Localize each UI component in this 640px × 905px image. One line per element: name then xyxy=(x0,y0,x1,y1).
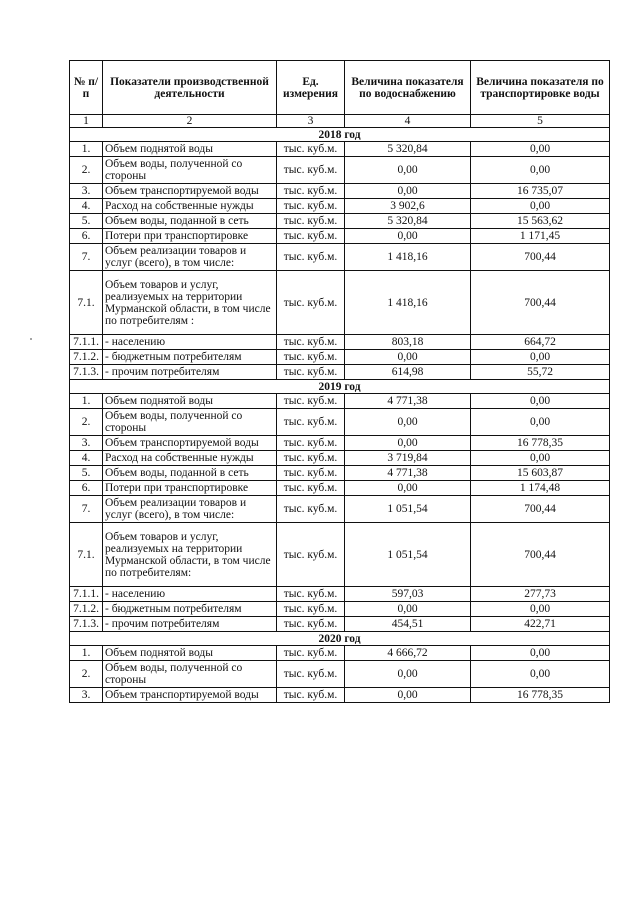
row-number: 7.1.1. xyxy=(70,587,103,602)
row-number: 7.1. xyxy=(70,271,103,335)
table-row xyxy=(70,184,610,199)
unit-cell: тыс. куб.м. xyxy=(277,523,345,587)
indicator-name: - бюджетным потребителям xyxy=(103,602,277,617)
transport-value: 422,71 xyxy=(471,617,610,632)
table-row xyxy=(70,602,610,617)
water-supply-value: 0,00 xyxy=(345,184,471,199)
indicator-name: - прочим потребителям xyxy=(103,365,277,380)
table-row xyxy=(70,229,610,244)
row-number: 7.1.3. xyxy=(70,365,103,380)
table-row xyxy=(70,365,610,380)
transport-value: 0,00 xyxy=(471,602,610,617)
unit-cell: тыс. куб.м. xyxy=(277,661,345,688)
unit-cell: тыс. куб.м. xyxy=(277,229,345,244)
row-number: 2. xyxy=(70,661,103,688)
header-row xyxy=(70,61,610,115)
column-number: 3 xyxy=(277,115,345,128)
row-number: 5. xyxy=(70,466,103,481)
unit-cell: тыс. куб.м. xyxy=(277,365,345,380)
transport-value: 700,44 xyxy=(471,271,610,335)
unit-cell: тыс. куб.м. xyxy=(277,436,345,451)
table-row xyxy=(70,617,610,632)
table-body xyxy=(70,128,610,703)
unit-cell: тыс. куб.м. xyxy=(277,587,345,602)
table-row xyxy=(70,451,610,466)
water-supply-value: 1 418,16 xyxy=(345,244,471,271)
row-number: 1. xyxy=(70,394,103,409)
indicator-name: Объем реализации товаров и услуг (всего), в том числе: xyxy=(103,496,277,523)
water-supply-value: 0,00 xyxy=(345,409,471,436)
unit-cell: тыс. куб.м. xyxy=(277,199,345,214)
row-number: 5. xyxy=(70,214,103,229)
unit-cell: тыс. куб.м. xyxy=(277,184,345,199)
row-number: 3. xyxy=(70,688,103,703)
water-supply-value: 5 320,84 xyxy=(345,214,471,229)
transport-value: 0,00 xyxy=(471,409,610,436)
water-supply-value: 614,98 xyxy=(345,365,471,380)
unit-cell: тыс. куб.м. xyxy=(277,646,345,661)
row-number: 2. xyxy=(70,409,103,436)
table-row xyxy=(70,496,610,523)
transport-value: 0,00 xyxy=(471,157,610,184)
water-supply-value: 0,00 xyxy=(345,229,471,244)
indicator-name: Объем воды, полученной со стороны xyxy=(103,157,277,184)
water-supply-value: 0,00 xyxy=(345,481,471,496)
row-number: 7. xyxy=(70,496,103,523)
table-row xyxy=(70,244,610,271)
table-row xyxy=(70,271,610,335)
row-number: 2. xyxy=(70,157,103,184)
column-number: 4 xyxy=(345,115,471,128)
table-row xyxy=(70,157,610,184)
row-number: 7.1.2. xyxy=(70,350,103,365)
unit-cell: тыс. куб.м. xyxy=(277,157,345,184)
water-supply-value: 4 771,38 xyxy=(345,466,471,481)
table-row xyxy=(70,523,610,587)
water-supply-value: 3 902,6 xyxy=(345,199,471,214)
header-number: № п/п xyxy=(70,61,103,115)
table-row xyxy=(70,214,610,229)
transport-value: 664,72 xyxy=(471,335,610,350)
unit-cell: тыс. куб.м. xyxy=(277,394,345,409)
indicator-name: Объем поднятой воды xyxy=(103,142,277,157)
indicator-name: - бюджетным потребителям xyxy=(103,350,277,365)
transport-value: 0,00 xyxy=(471,394,610,409)
water-supply-value: 454,51 xyxy=(345,617,471,632)
unit-cell: тыс. куб.м. xyxy=(277,688,345,703)
transport-value: 15 603,87 xyxy=(471,466,610,481)
transport-value: 16 735,07 xyxy=(471,184,610,199)
transport-value: 16 778,35 xyxy=(471,436,610,451)
water-supply-value: 0,00 xyxy=(345,688,471,703)
indicator-name: Объем воды, поданной в сеть xyxy=(103,466,277,481)
transport-value: 15 563,62 xyxy=(471,214,610,229)
water-indicators-table xyxy=(69,60,610,703)
table-row xyxy=(70,481,610,496)
indicator-name: Объем поднятой воды xyxy=(103,646,277,661)
indicator-name: - населению xyxy=(103,335,277,350)
table-row xyxy=(70,436,610,451)
table-row xyxy=(70,688,610,703)
unit-cell: тыс. куб.м. xyxy=(277,244,345,271)
transport-value: 277,73 xyxy=(471,587,610,602)
indicator-name: - прочим потребителям xyxy=(103,617,277,632)
transport-value: 700,44 xyxy=(471,496,610,523)
row-number: 7.1.2. xyxy=(70,602,103,617)
indicator-name: Потери при транспортировке xyxy=(103,481,277,496)
table-row xyxy=(70,199,610,214)
transport-value: 16 778,35 xyxy=(471,688,610,703)
water-supply-value: 1 418,16 xyxy=(345,271,471,335)
row-number: 4. xyxy=(70,451,103,466)
column-number: 5 xyxy=(471,115,610,128)
transport-value: 0,00 xyxy=(471,350,610,365)
row-number: 4. xyxy=(70,199,103,214)
indicator-name: Объем воды, поданной в сеть xyxy=(103,214,277,229)
water-supply-value: 597,03 xyxy=(345,587,471,602)
row-number: 3. xyxy=(70,184,103,199)
table-row xyxy=(70,394,610,409)
transport-value: 1 171,45 xyxy=(471,229,610,244)
transport-value: 0,00 xyxy=(471,646,610,661)
water-supply-value: 5 320,84 xyxy=(345,142,471,157)
water-supply-value: 4 666,72 xyxy=(345,646,471,661)
unit-cell: тыс. куб.м. xyxy=(277,496,345,523)
table-row xyxy=(70,335,610,350)
water-supply-value: 1 051,54 xyxy=(345,496,471,523)
scan-speck xyxy=(30,338,32,340)
unit-cell: тыс. куб.м. xyxy=(277,451,345,466)
header-transport: Величина показателя по транспортировке воды xyxy=(471,61,610,115)
table-row xyxy=(70,661,610,688)
year-row xyxy=(70,380,610,394)
transport-value: 0,00 xyxy=(471,142,610,157)
water-supply-value: 4 771,38 xyxy=(345,394,471,409)
unit-cell: тыс. куб.м. xyxy=(277,409,345,436)
unit-cell: тыс. куб.м. xyxy=(277,481,345,496)
unit-cell: тыс. куб.м. xyxy=(277,350,345,365)
row-number: 6. xyxy=(70,229,103,244)
indicator-name: Объем товаров и услуг, реализуемых на территории Мурманской области, в том числе по потребителям: xyxy=(103,523,277,587)
row-number: 1. xyxy=(70,646,103,661)
indicator-name: Объем воды, полученной со стороны xyxy=(103,661,277,688)
water-supply-value: 0,00 xyxy=(345,436,471,451)
water-supply-value: 803,18 xyxy=(345,335,471,350)
indicator-name: Потери при транспортировке xyxy=(103,229,277,244)
unit-cell: тыс. куб.м. xyxy=(277,214,345,229)
table-row xyxy=(70,587,610,602)
water-supply-value: 0,00 xyxy=(345,661,471,688)
indicator-name: Объем поднятой воды xyxy=(103,394,277,409)
water-supply-value: 3 719,84 xyxy=(345,451,471,466)
water-supply-value: 1 051,54 xyxy=(345,523,471,587)
year-label: 2018 год xyxy=(70,128,610,142)
year-label: 2020 год xyxy=(70,632,610,646)
unit-cell: тыс. куб.м. xyxy=(277,271,345,335)
year-row xyxy=(70,128,610,142)
row-number: 3. xyxy=(70,436,103,451)
column-number: 2 xyxy=(103,115,277,128)
indicator-name: Объем транспортируемой воды xyxy=(103,184,277,199)
transport-value: 1 174,48 xyxy=(471,481,610,496)
year-label: 2019 год xyxy=(70,380,610,394)
transport-value: 700,44 xyxy=(471,244,610,271)
row-number: 1. xyxy=(70,142,103,157)
header-indicator: Показатели производственной деятельности xyxy=(103,61,277,115)
indicator-name: Расход на собственные нужды xyxy=(103,199,277,214)
table-row xyxy=(70,350,610,365)
water-supply-value: 0,00 xyxy=(345,350,471,365)
water-supply-value: 0,00 xyxy=(345,602,471,617)
header-unit: Ед. измерения xyxy=(277,61,345,115)
column-number-row xyxy=(70,115,610,128)
table-row xyxy=(70,142,610,157)
table-row xyxy=(70,466,610,481)
indicator-name: Объем воды, полученной со стороны xyxy=(103,409,277,436)
indicator-name: Объем транспортируемой воды xyxy=(103,436,277,451)
indicator-name: Объем реализации товаров и услуг (всего), в том числе: xyxy=(103,244,277,271)
unit-cell: тыс. куб.м. xyxy=(277,602,345,617)
year-row xyxy=(70,632,610,646)
row-number: 7.1.3. xyxy=(70,617,103,632)
indicator-name: - населению xyxy=(103,587,277,602)
indicator-name: Объем транспортируемой воды xyxy=(103,688,277,703)
table-row xyxy=(70,646,610,661)
row-number: 7.1.1. xyxy=(70,335,103,350)
table-row xyxy=(70,409,610,436)
transport-value: 700,44 xyxy=(471,523,610,587)
unit-cell: тыс. куб.м. xyxy=(277,617,345,632)
row-number: 7. xyxy=(70,244,103,271)
transport-value: 0,00 xyxy=(471,199,610,214)
transport-value: 0,00 xyxy=(471,451,610,466)
header-water-supply: Величина показателя по водоснабжению xyxy=(345,61,471,115)
row-number: 6. xyxy=(70,481,103,496)
transport-value: 55,72 xyxy=(471,365,610,380)
water-supply-value: 0,00 xyxy=(345,157,471,184)
unit-cell: тыс. куб.м. xyxy=(277,335,345,350)
transport-value: 0,00 xyxy=(471,661,610,688)
unit-cell: тыс. куб.м. xyxy=(277,466,345,481)
unit-cell: тыс. куб.м. xyxy=(277,142,345,157)
row-number: 7.1. xyxy=(70,523,103,587)
indicator-name: Объем товаров и услуг, реализуемых на территории Мурманской области, в том числе по потребителям : xyxy=(103,271,277,335)
column-number: 1 xyxy=(70,115,103,128)
indicator-name: Расход на собственные нужды xyxy=(103,451,277,466)
